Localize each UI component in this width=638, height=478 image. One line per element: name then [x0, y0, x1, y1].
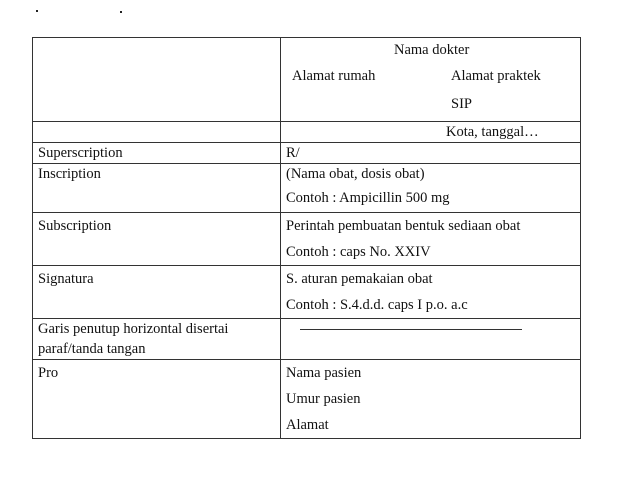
- subscription-line: Perintah pembuatan bentuk sediaan obat: [286, 218, 521, 234]
- header-empty-cell: [33, 38, 281, 122]
- row-label: [33, 213, 281, 266]
- row-label: [33, 266, 281, 319]
- city-date: Kota, tanggal…: [446, 124, 539, 140]
- signatura-row: [33, 266, 581, 319]
- subscription-label: Subscription: [38, 218, 112, 234]
- inscription-row: [33, 164, 581, 213]
- superscription-value: R/: [286, 145, 300, 161]
- row-label: [33, 360, 281, 439]
- patient-name: Nama pasien: [286, 365, 362, 381]
- city-date-cell: [281, 122, 581, 143]
- superscription-label: Superscription: [38, 145, 123, 161]
- home-address: Alamat rumah: [292, 68, 376, 84]
- pro-row: [33, 360, 581, 439]
- row-value: [281, 143, 581, 164]
- signatura-line: S. aturan pemakaian obat: [286, 271, 433, 287]
- header-cell: [281, 38, 581, 122]
- row-label: [33, 319, 281, 360]
- signature-line: [300, 329, 522, 330]
- row-value: [281, 360, 581, 439]
- city-date-empty-cell: [33, 122, 281, 143]
- superscription-row: [33, 143, 581, 164]
- header-row: [33, 38, 581, 122]
- subscription-example: Contoh : caps No. XXIV: [286, 244, 431, 260]
- practice-address: Alamat praktek: [451, 68, 541, 84]
- row-value: [281, 319, 581, 360]
- row-value: [281, 164, 581, 213]
- doctor-name: Nama dokter: [394, 42, 470, 58]
- closing-row: [33, 319, 581, 360]
- inscription-label: Inscription: [38, 166, 101, 182]
- sip-number: SIP: [451, 96, 472, 112]
- patient-address: Alamat: [286, 417, 329, 433]
- row-label: [33, 143, 281, 164]
- inscription-line: (Nama obat, dosis obat): [286, 166, 425, 182]
- signatura-label: Signatura: [38, 271, 94, 287]
- patient-age: Umur pasien: [286, 391, 361, 407]
- stray-dot: [36, 10, 38, 12]
- signatura-example: Contoh : S.4.d.d. caps I p.o. a.c: [286, 297, 468, 313]
- prescription-table: [32, 37, 581, 439]
- closing-label: Garis penutup horizontal disertai: [38, 321, 229, 337]
- pro-label: Pro: [38, 365, 59, 381]
- row-label: [33, 164, 281, 213]
- closing-label-cont: paraf/tanda tangan: [38, 341, 146, 357]
- subscription-row: [33, 213, 581, 266]
- row-value: [281, 266, 581, 319]
- inscription-example: Contoh : Ampicillin 500 mg: [286, 190, 450, 206]
- city-date-row: [33, 122, 581, 143]
- row-value: [281, 213, 581, 266]
- stray-dot: [120, 11, 122, 13]
